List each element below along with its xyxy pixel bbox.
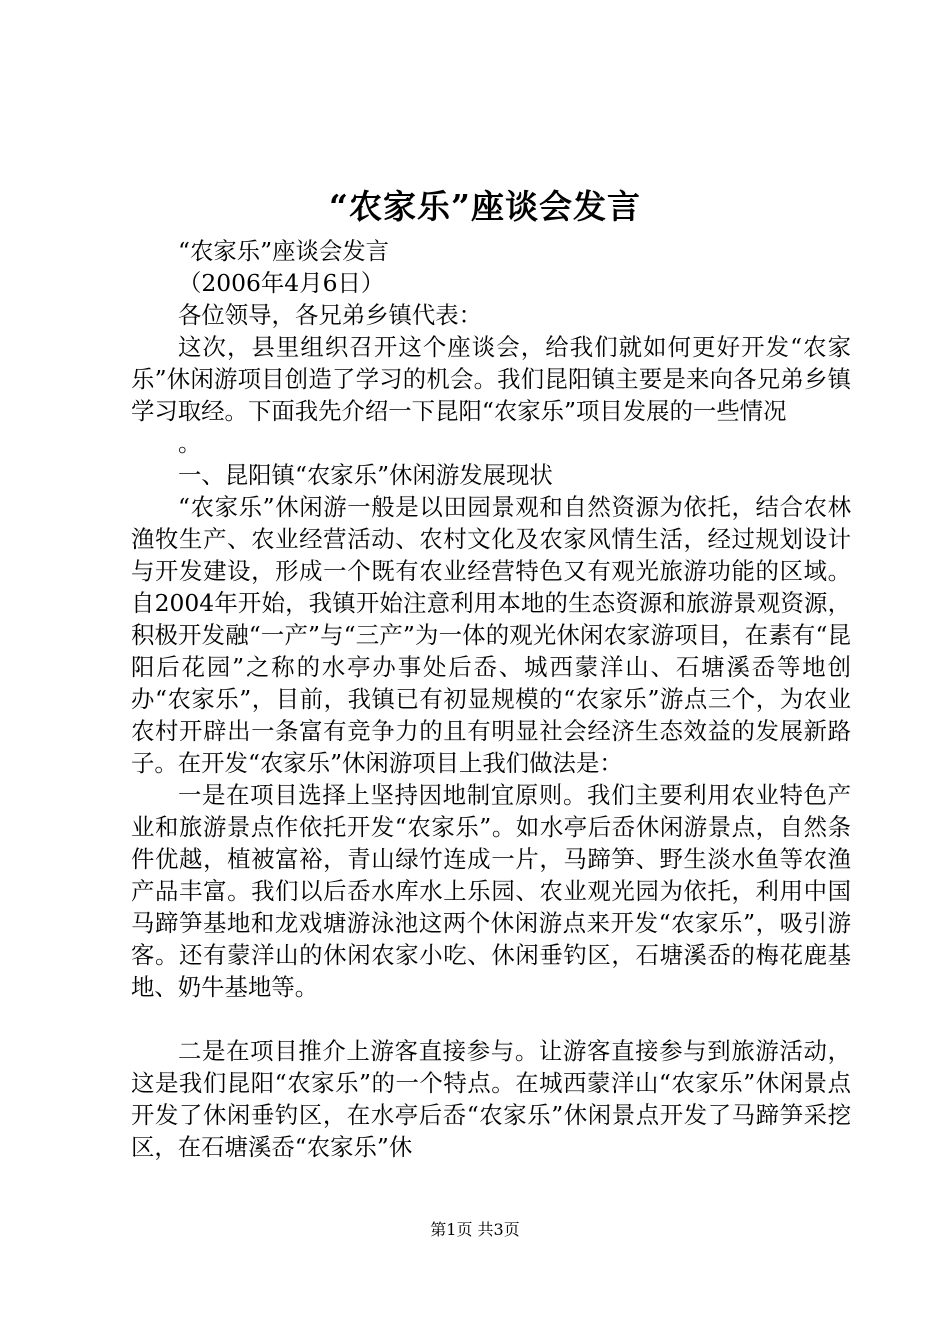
point-one-paragraph: 一是在项目选择上坚持因地制宜原则。我们主要利用农业特色产业和旅游景点作依托开发“农家乐”。如水亭后岙休闲游景点，自然条件优越，植被富裕，青山绿竹连成一片，马蹄笋、野生淡水鱼等农渔产品丰富。我们以后岙水库水上乐园、农业观光园为依托，利用中国马蹄笋基地和龙戏塘游泳池这两个休闲游点来开发“农家乐”，吸引游客。还有蒙洋山的休闲农家小吃、休闲垂钓区，石塘溪岙的梅花鹿基地、奶牛基地等。 [131, 781, 851, 1001]
intro-paragraph: 这次，县里组织召开这个座谈会，给我们就如何更好开发“农家乐”休闲游项目创造了学习的机会。我们昆阳镇主要是来向各兄弟乡镇学习取经。下面我先介绍一下昆阳“农家乐”项目发展的一些情况 [131, 333, 851, 425]
point-two-paragraph: 二是在项目推介上游客直接参与。让游客直接参与到旅游活动，这是我们昆阳“农家乐”的一个特点。在城西蒙洋山“农家乐”休闲景点开发了休闲垂钓区，在水亭后岙“农家乐”休闲景点开发了马蹄笋采挖区，在石塘溪岙“农家乐”休 [131, 1037, 851, 1161]
section-heading: 一、昆阳镇“农家乐”休闲游发展现状 [178, 461, 553, 489]
blank-line [131, 1003, 851, 1035]
page-footer: 第1页 共3页 [430, 1220, 520, 1239]
section-paragraph: “农家乐”休闲游一般是以田园景观和自然资源为依托，结合农林渔牧生产、农业经营活动、农村文化及农家风情生活，经过规划设计与开发建设，形成一个既有农业经营特色又有观光旅游功能的区域。自2004年开始，我镇开始注意利用本地的生态资源和旅游景观资源，积极开发融“一产”与“三产”为一体的观光休闲农家游项目，在素有“昆阳后花园”之称的水亭办事处后岙、城西蒙洋山、石塘溪岙等地创办“农家乐”，目前，我镇已有初显规模的“农家乐”游点三个，为农业农村开辟出一条富有竞争力的且有明显社会经济生态效益的发展新路子。在开发“农家乐”休闲游项目上我们做法是： [131, 493, 851, 777]
salutation: 各位领导，各兄弟乡镇代表： [178, 301, 483, 329]
document-subtitle: “农家乐”座谈会发言 [178, 237, 390, 265]
intro-period: 。 [178, 429, 202, 457]
document-title: “农家乐”座谈会发言 [329, 187, 641, 226]
document-date: （2006年4月6日） [178, 269, 385, 297]
document-body [131, 235, 851, 1163]
